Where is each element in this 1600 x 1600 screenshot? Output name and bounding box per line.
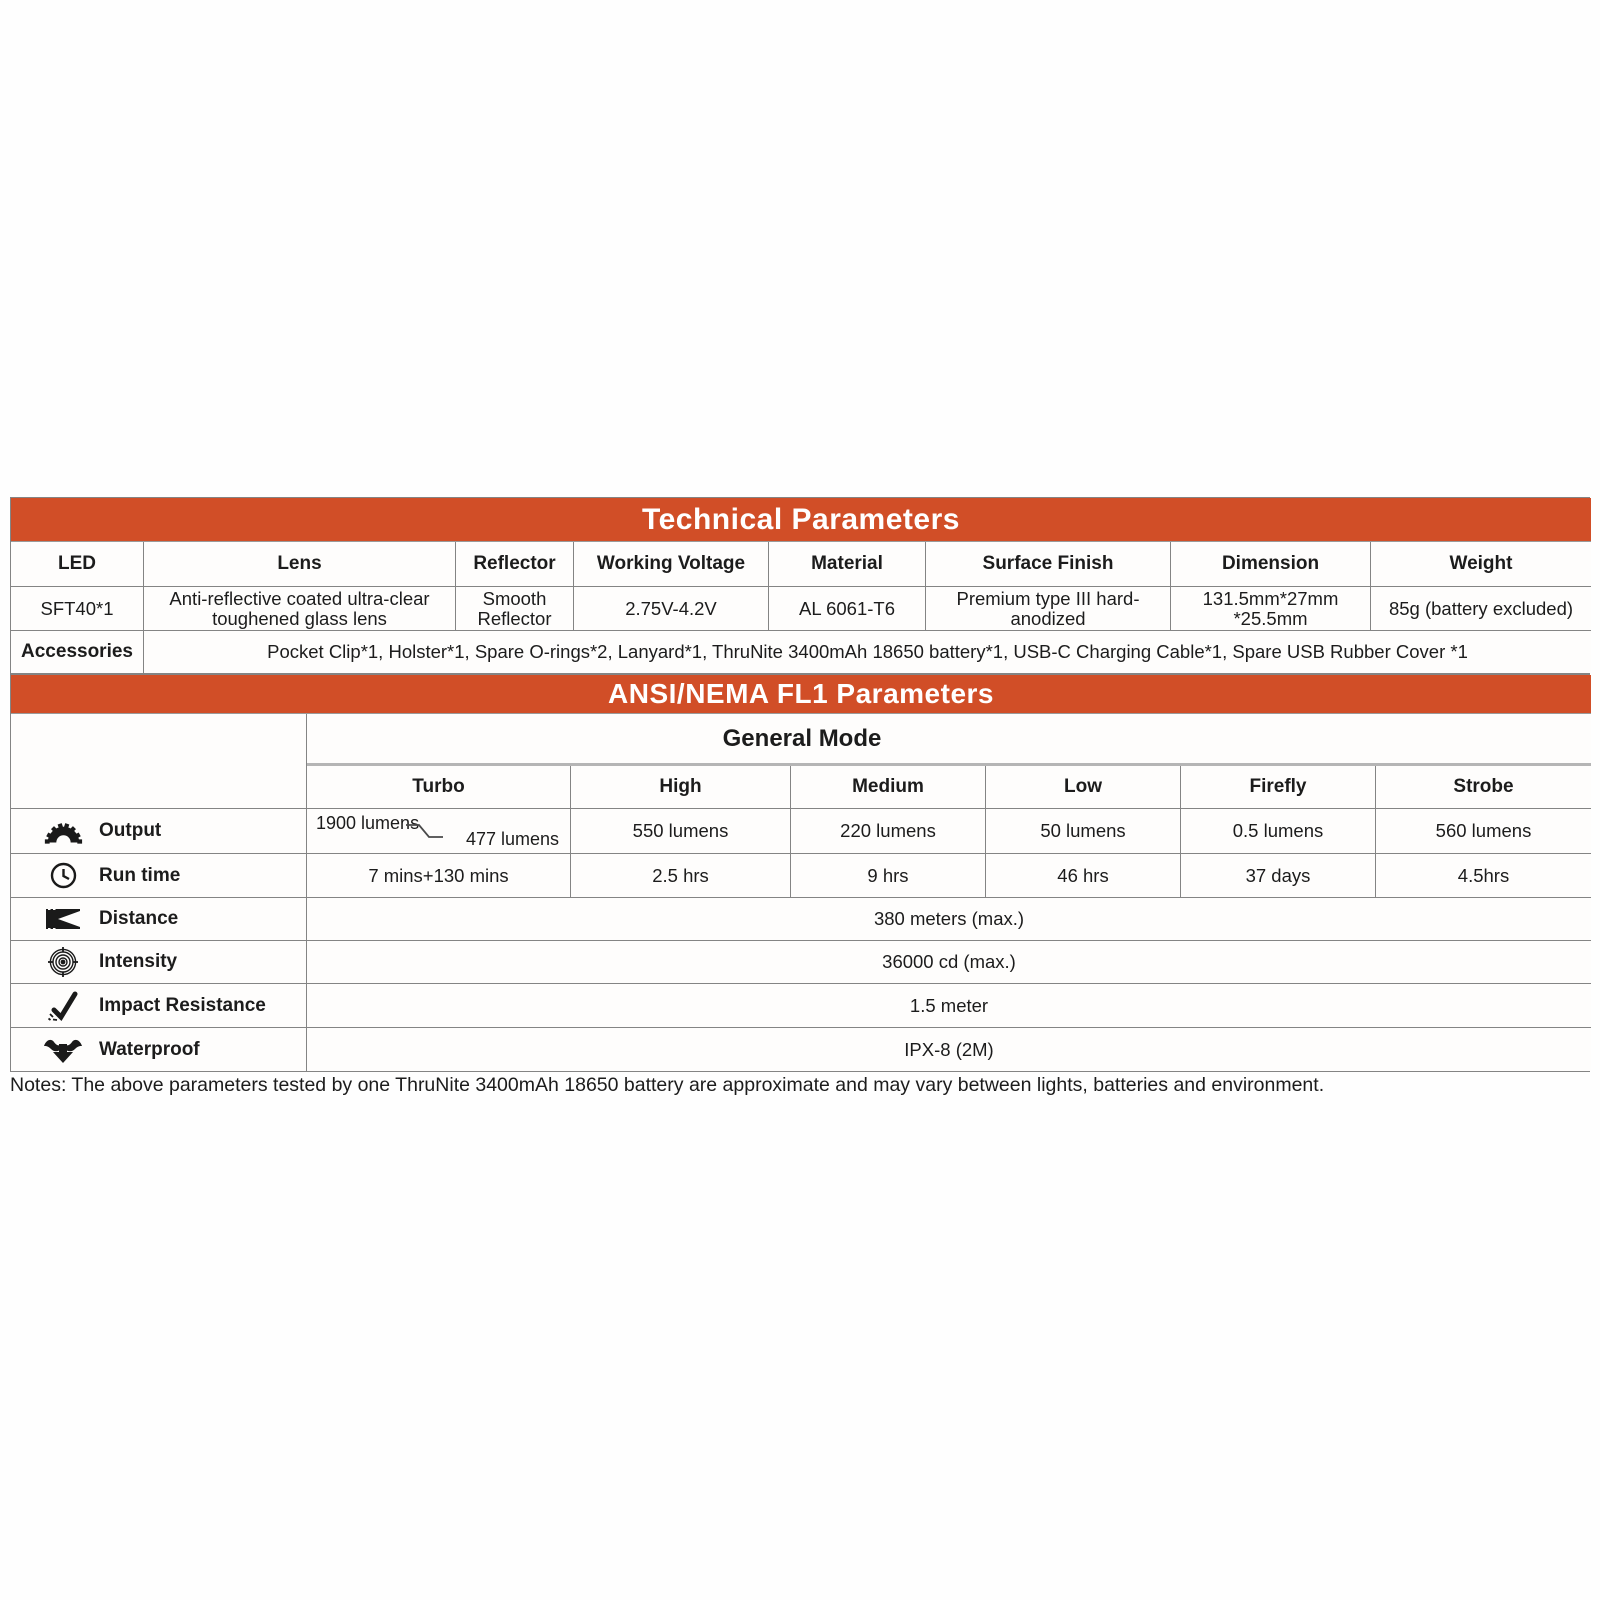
output-firefly: 0.5 lumens <box>1181 809 1376 854</box>
impact-value: 1.5 meter <box>307 984 1591 1028</box>
output-low: 50 lumens <box>986 809 1181 854</box>
distance-label: Distance <box>99 908 179 929</box>
intensity-value: 36000 cd (max.) <box>307 941 1591 984</box>
waterproof-value: IPX-8 (2M) <box>307 1028 1591 1071</box>
row-label-intensity <box>11 941 307 984</box>
header-weight: Weight <box>1371 542 1591 587</box>
clock-icon <box>41 862 85 889</box>
header-reflector: Reflector <box>456 542 574 587</box>
corner-empty-cell <box>11 714 307 809</box>
row-label-output <box>11 809 307 854</box>
fl1-title: ANSI/NEMA FL1 Parameters <box>608 678 994 709</box>
value-weight: 85g (battery excluded) <box>1371 587 1591 631</box>
target-icon <box>41 947 85 977</box>
header-material: Material <box>769 542 926 587</box>
runtime-high: 2.5 hrs <box>571 854 791 898</box>
accessories-label: Accessories <box>11 631 144 673</box>
waterproof-label: Waterproof <box>99 1038 200 1060</box>
header-working-voltage: Working Voltage <box>574 542 769 587</box>
impact-label: Impact Resistance <box>99 994 266 1016</box>
mode-header-high: High <box>571 766 791 809</box>
runtime-strobe: 4.5hrs <box>1376 854 1591 898</box>
mode-header-low: Low <box>986 766 1181 809</box>
value-reflector: Smooth Reflector <box>456 587 574 631</box>
output-medium: 220 lumens <box>791 809 986 854</box>
mode-header-strobe: Strobe <box>1376 766 1591 809</box>
row-label-impact <box>11 984 307 1028</box>
general-mode-header <box>307 714 1591 766</box>
value-led: SFT40*1 <box>11 587 144 631</box>
mode-header-turbo: Turbo <box>307 766 571 809</box>
value-surface-finish: Premium type III hard-anodized <box>926 587 1171 631</box>
mode-header-medium: Medium <box>791 766 986 809</box>
value-lens: Anti-reflective coated ultra-clear toughened glass lens <box>144 587 456 631</box>
accessories-list: Pocket Clip*1, Holster*1, Spare O-rings*2, Lanyard*1, ThruNite 3400mAh 18650 battery*1, USB-C Charging Cable*1, Spare USB Rubber Cover *1 <box>144 631 1591 673</box>
runtime-turbo: 7 mins+130 mins <box>307 854 571 898</box>
intensity-label: Intensity <box>99 951 178 972</box>
value-material: AL 6061-T6 <box>769 587 926 631</box>
output-high: 550 lumens <box>571 809 791 854</box>
beam-distance-icon <box>41 905 85 933</box>
notes-text: Notes: The above parameters tested by one ThruNite 3400mAh 18650 battery are approximate and may vary between lights, batteries and environment. <box>10 1074 1325 1096</box>
turbo-stepdown-output: 477 lumens <box>465 829 559 849</box>
value-dimension: 131.5mm*27mm *25.5mm <box>1171 587 1371 631</box>
technical-parameters-title: Technical Parameters <box>642 502 960 536</box>
runtime-label: Run time <box>99 864 181 886</box>
value-working-voltage: 2.75V-4.2V <box>574 587 769 631</box>
row-label-distance <box>11 898 307 941</box>
distance-value: 380 meters (max.) <box>307 898 1591 941</box>
fl1-parameters-table <box>10 674 1590 1072</box>
output-turbo-cell <box>307 809 571 854</box>
runtime-medium: 9 hrs <box>791 854 986 898</box>
impact-check-icon <box>41 991 85 1021</box>
runtime-firefly: 37 days <box>1181 854 1376 898</box>
turbo-initial-output: 1900 lumens <box>316 813 420 833</box>
header-dimension: Dimension <box>1171 542 1371 587</box>
technical-parameters-table <box>10 497 1590 674</box>
fl1-banner <box>11 675 1591 714</box>
output-strobe: 560 lumens <box>1376 809 1591 854</box>
output-label: Output <box>99 820 162 841</box>
header-lens: Lens <box>144 542 456 587</box>
row-label-runtime <box>11 854 307 898</box>
general-mode-label: General Mode <box>722 724 882 752</box>
gear-sun-icon <box>41 818 85 844</box>
row-label-waterproof <box>11 1028 307 1071</box>
water-splash-icon <box>41 1036 85 1064</box>
header-surface-finish: Surface Finish <box>926 542 1171 587</box>
header-led: LED <box>11 542 144 587</box>
stepdown-connector-line <box>405 818 447 844</box>
mode-header-firefly: Firefly <box>1181 766 1376 809</box>
technical-parameters-banner <box>11 498 1591 542</box>
runtime-low: 46 hrs <box>986 854 1181 898</box>
